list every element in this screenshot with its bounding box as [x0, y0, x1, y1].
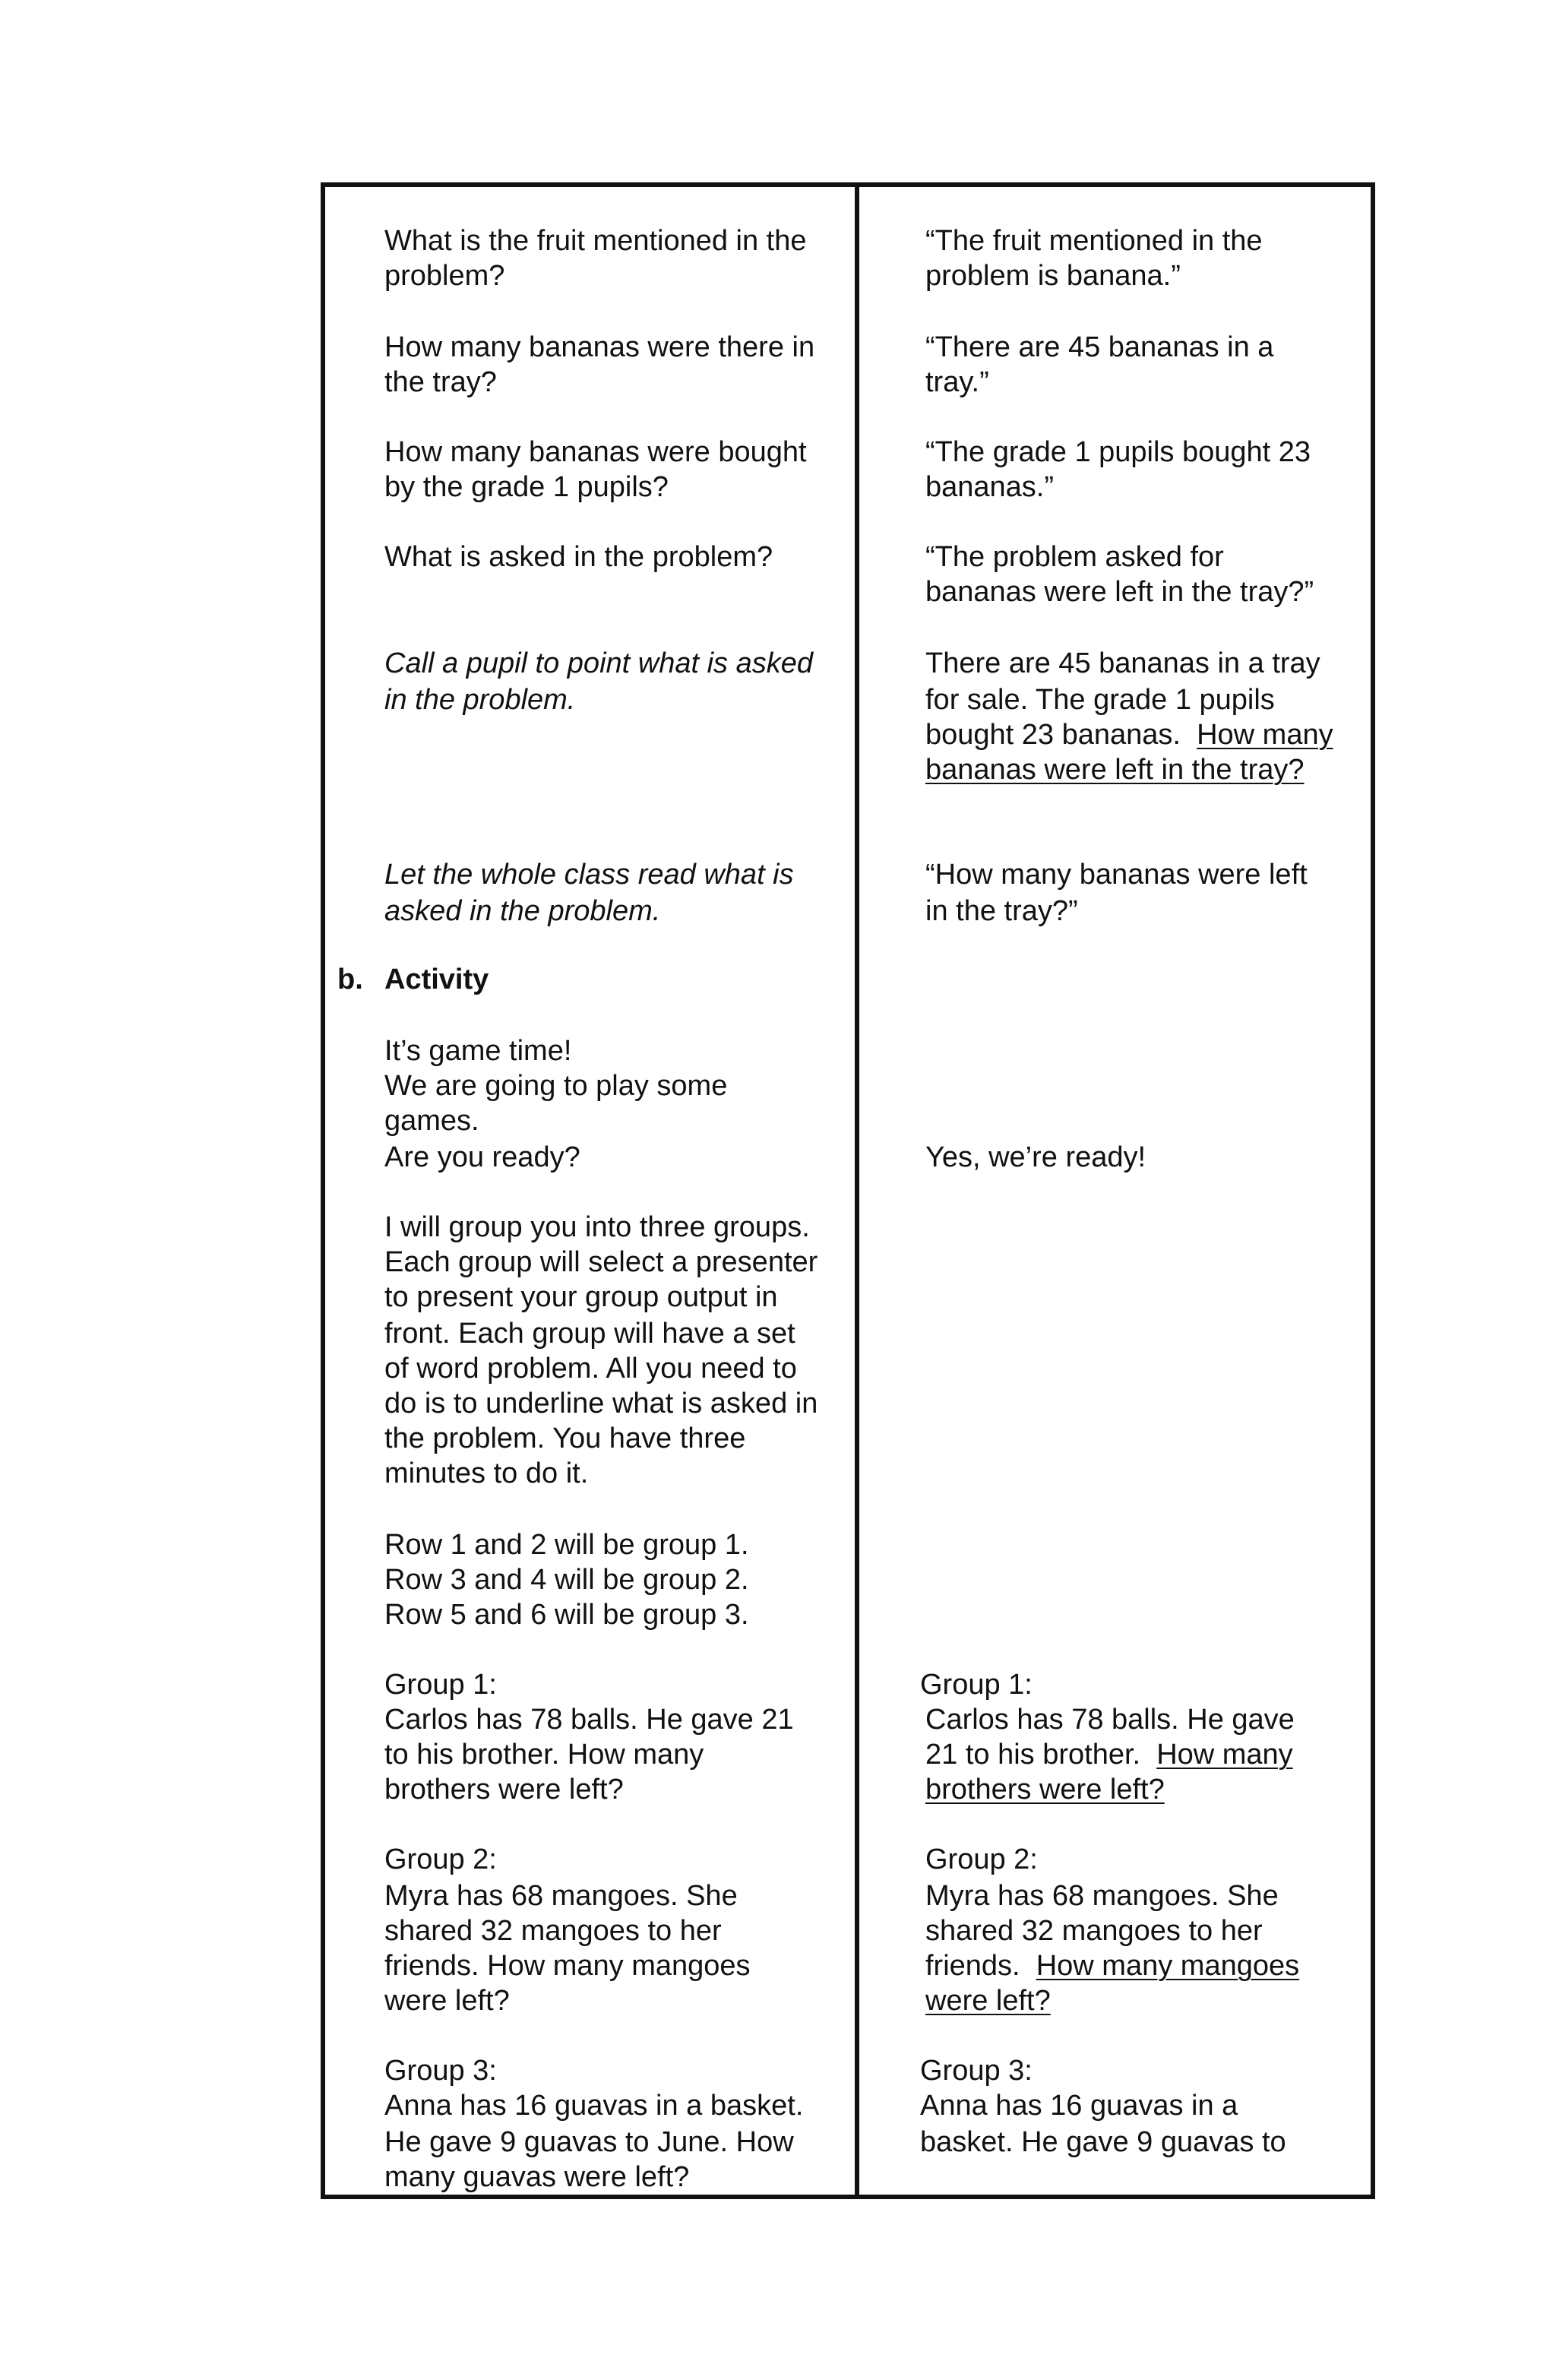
- activity-letter: b.: [337, 964, 363, 995]
- answer-bought: “The grade 1 pupils bought 23: [925, 436, 1311, 468]
- game-line: games.: [384, 1105, 479, 1137]
- instruction-read: Let the whole class read what is: [384, 859, 794, 891]
- group2-title: Group 2:: [384, 1844, 497, 1875]
- row-assignment: Row 3 and 4 will be group 2.: [384, 1564, 749, 1596]
- instructions-line: of word problem. All you need to: [384, 1353, 797, 1385]
- answer-group3-line: basket. He gave 9 guavas to: [920, 2126, 1286, 2158]
- answer-group2-title: Group 2:: [925, 1844, 1038, 1875]
- underlined-question: bananas were left in the tray?: [925, 754, 1305, 786]
- group3-title: Group 3:: [384, 2055, 497, 2087]
- group1-line: Carlos has 78 balls. He gave 21: [384, 1704, 794, 1736]
- game-line: Are you ready?: [384, 1141, 580, 1173]
- group1-title: Group 1:: [384, 1669, 497, 1701]
- group3-line: He gave 9 guavas to June. How: [384, 2126, 794, 2158]
- answer-banana-count-cont: tray.”: [925, 366, 989, 398]
- underlined-question: How many: [1156, 1739, 1293, 1771]
- group2-line: Myra has 68 mangoes. She: [384, 1880, 738, 1912]
- answer-fruit-cont: problem is banana.”: [925, 260, 1181, 292]
- answer-asked-cont: bananas were left in the tray?”: [925, 576, 1314, 608]
- question-bought: How many bananas were bought: [384, 436, 807, 468]
- instructions-line: I will group you into three groups.: [384, 1211, 810, 1243]
- underlined-question: brothers were left?: [925, 1774, 1165, 1806]
- instructions-line: to present your group output in: [384, 1281, 778, 1313]
- row-assignment: Row 5 and 6 will be group 3.: [384, 1599, 749, 1631]
- question-banana-count-cont: the tray?: [384, 366, 497, 398]
- question-asked: What is asked in the problem?: [384, 541, 773, 573]
- instructions-line: do is to underline what is asked in: [384, 1388, 818, 1419]
- underlined-question: How many mangoes: [1036, 1950, 1300, 1982]
- group2-line: were left?: [384, 1985, 510, 2017]
- question-fruit: What is the fruit mentioned in the: [384, 225, 807, 257]
- problem-text: There are 45 bananas in a tray: [925, 647, 1320, 679]
- answer-banana-count: “There are 45 bananas in a: [925, 331, 1274, 363]
- problem-text: for sale. The grade 1 pupils: [925, 684, 1275, 716]
- answer-group1-title: Group 1:: [920, 1669, 1033, 1701]
- instructions-line: minutes to do it.: [384, 1457, 589, 1489]
- answer-asked: “The problem asked for: [925, 541, 1224, 573]
- question-banana-count: How many bananas were there in: [384, 331, 815, 363]
- answer-group3-title: Group 3:: [920, 2055, 1033, 2087]
- underlined-question: How many: [1197, 719, 1333, 751]
- game-line: It’s game time!: [384, 1035, 572, 1067]
- answer-group1-line: Carlos has 78 balls. He gave: [925, 1704, 1295, 1736]
- answer-group2-line: Myra has 68 mangoes. She: [925, 1880, 1279, 1912]
- group3-line: Anna has 16 guavas in a basket.: [384, 2090, 804, 2122]
- instruction-point-cont: in the problem.: [384, 684, 576, 716]
- column-divider: [855, 182, 859, 2199]
- group3-line: many guavas were left?: [384, 2161, 690, 2193]
- instructions-line: the problem. You have three: [384, 1423, 746, 1454]
- answer-bought-cont: bananas.”: [925, 471, 1055, 503]
- activity-heading: Activity: [384, 964, 489, 995]
- group1-line: brothers were left?: [384, 1774, 624, 1806]
- answer-group2-line: shared 32 mangoes to her: [925, 1915, 1263, 1947]
- instruction-point: Call a pupil to point what is asked: [384, 647, 813, 679]
- instructions-line: Each group will select a presenter: [384, 1246, 818, 1278]
- answer-read: “How many bananas were left: [925, 859, 1308, 891]
- question-bought-cont: by the grade 1 pupils?: [384, 471, 669, 503]
- answer-group2-line: friends. How many mangoes: [925, 1950, 1300, 1982]
- underlined-question: were left?: [925, 1985, 1051, 2017]
- group2-line: friends. How many mangoes: [384, 1950, 751, 1982]
- answer-ready: Yes, we’re ready!: [925, 1141, 1146, 1173]
- row-assignment: Row 1 and 2 will be group 1.: [384, 1529, 749, 1561]
- group1-line: to his brother. How many: [384, 1739, 704, 1771]
- instructions-line: front. Each group will have a set: [384, 1318, 795, 1350]
- group2-line: shared 32 mangoes to her: [384, 1915, 722, 1947]
- game-line: We are going to play some: [384, 1070, 728, 1102]
- answer-fruit: “The fruit mentioned in the: [925, 225, 1263, 257]
- instruction-read-cont: asked in the problem.: [384, 895, 661, 927]
- answer-group1-line: 21 to his brother. How many: [925, 1739, 1293, 1771]
- problem-text: bought 23 bananas. How many: [925, 719, 1333, 751]
- question-fruit-cont: problem?: [384, 260, 505, 292]
- answer-group3-line: Anna has 16 guavas in a: [920, 2090, 1238, 2122]
- answer-read-cont: in the tray?”: [925, 895, 1078, 927]
